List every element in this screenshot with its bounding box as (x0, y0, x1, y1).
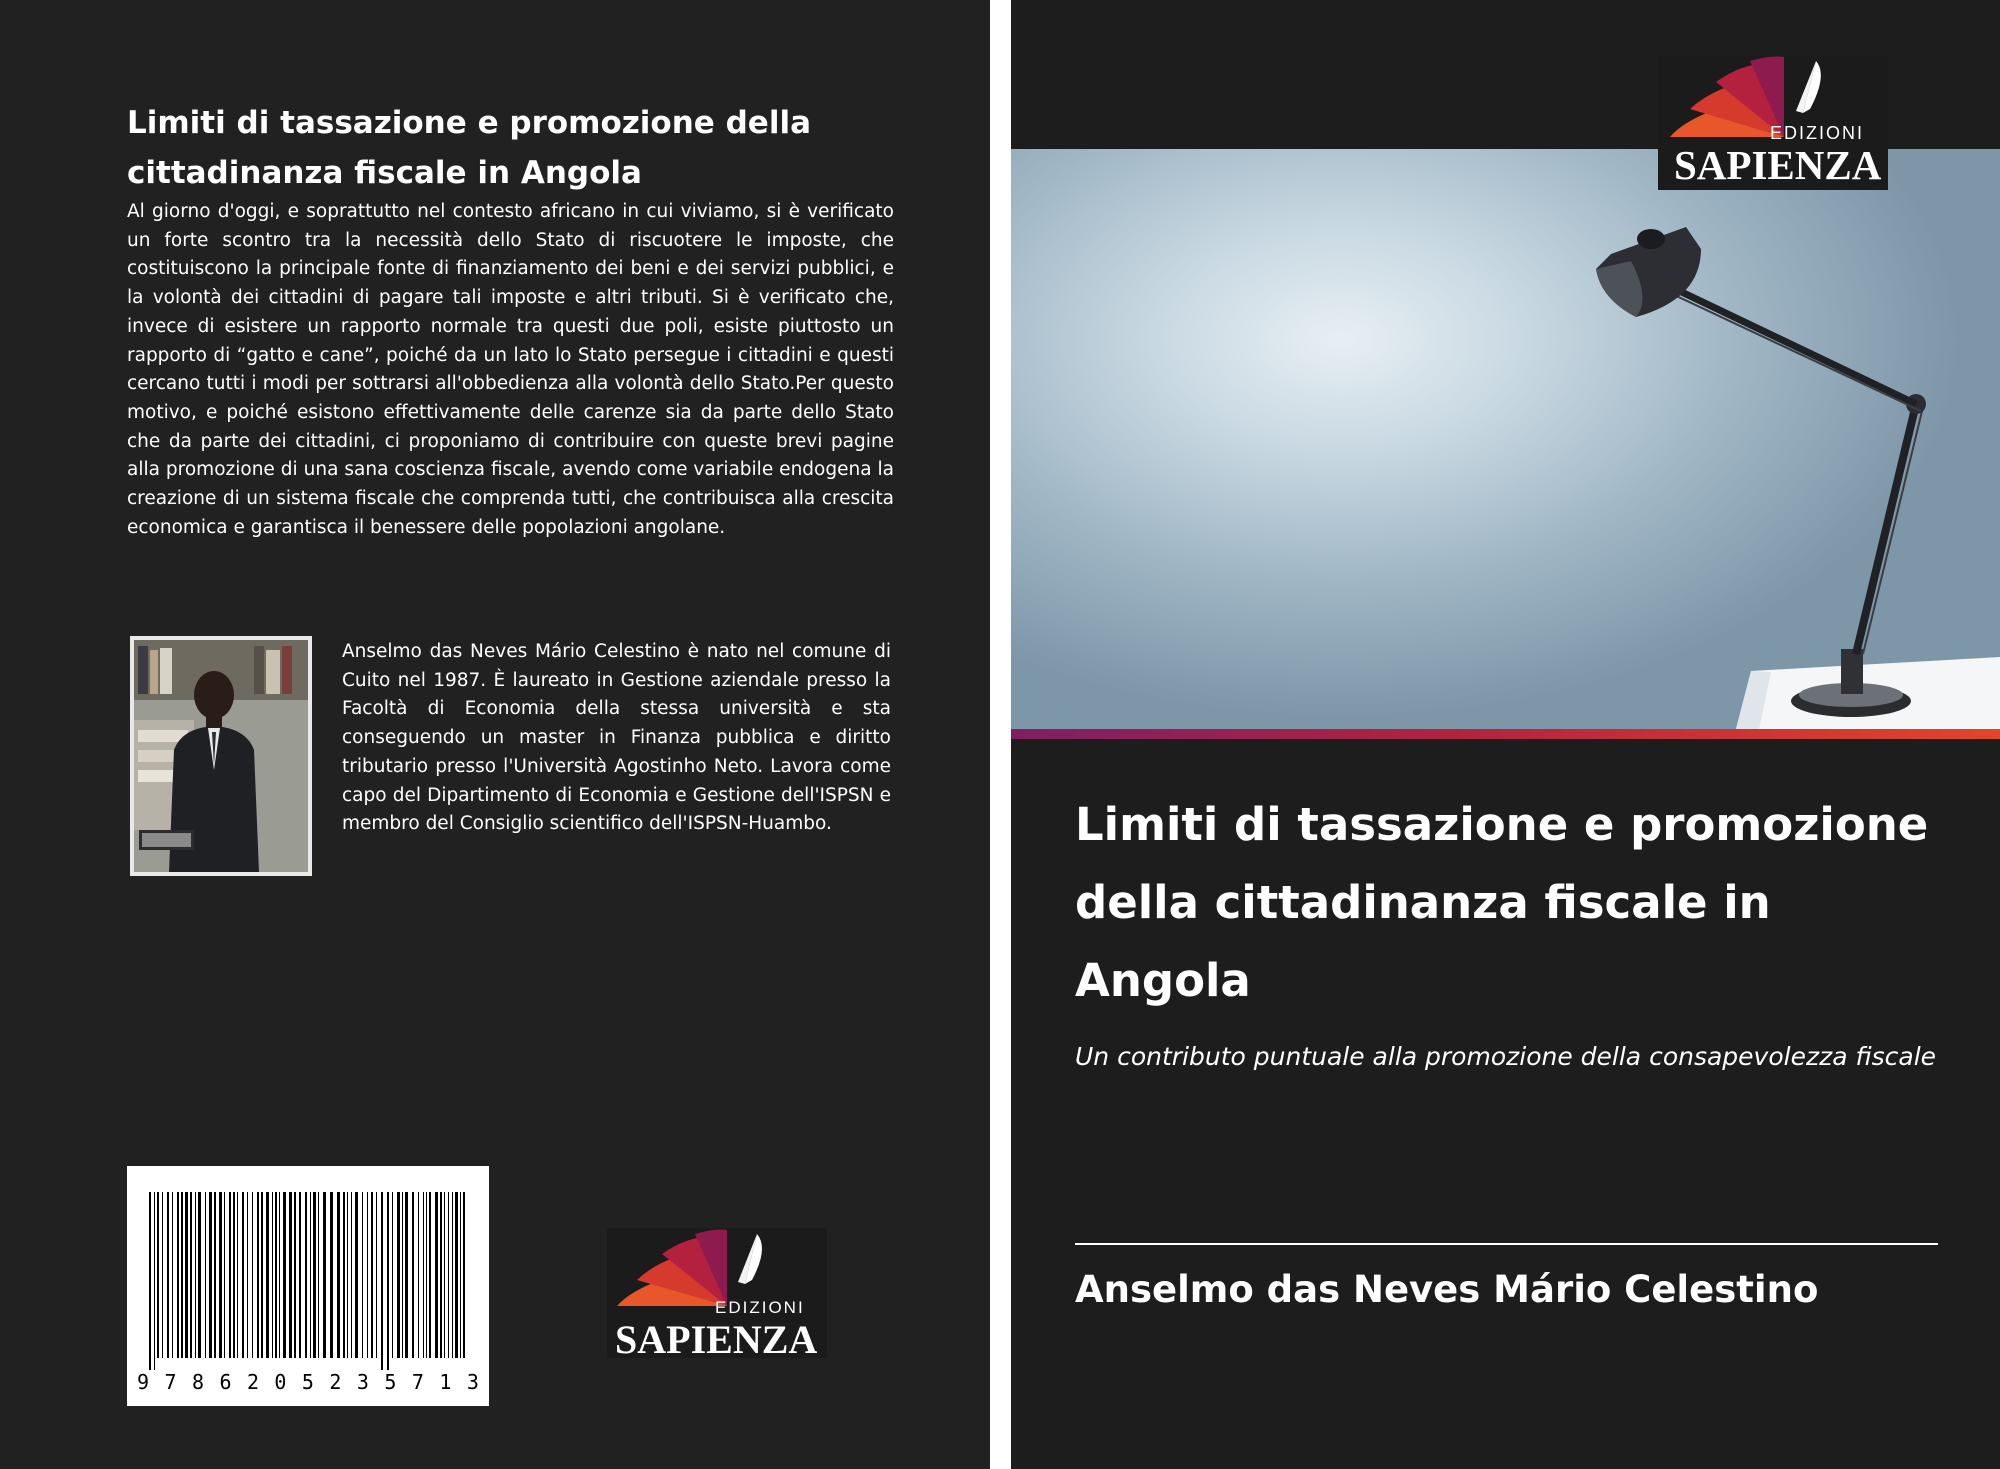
barcode-bar (318, 1192, 319, 1358)
front-logo-sapienza: SAPIENZA (1674, 142, 1882, 188)
barcode-bar (190, 1192, 192, 1358)
back-cover-blurb: Al giorno d'oggi, e soprattutto nel contesto africano in cui viviamo, si è verificato un forte scontro tra la necessità dello Stato di riscuotere le imposte, che costituiscono la principale fonte di finanziamento dei beni e dei servizi pubblici, e la volontà dei cittadini di pagare tali imposte e altri tributi. Si è verificato che, invece di esistere un rapporto normale tra questi due poli, esiste piuttosto un rapporto di “gatto e cane”, poiché da un lato lo Stato persegue i cittadini e questi cercano tutti i modi per sottrarsi all'obbedienza alla volontà dello Stato.Per questo motivo, e poiché esistono effettivamente delle carenze sia da parte dello Stato che da parte dei cittadini, ci proponiamo di contribuire con queste brevi pagine alla promozione di una sana coscienza fiscale, avendo come variabile endogena la creazione di un sistema fiscale che comprenda tutti, che contribuisca alla crescita economica e garantisca il benessere delle popolazioni angolane. (127, 201, 894, 538)
barcode-bar (418, 1192, 419, 1358)
barcode-bar (405, 1192, 408, 1358)
barcode-bar (452, 1192, 453, 1358)
front-publisher-logo (1658, 55, 1888, 190)
barcode-bar (275, 1192, 277, 1358)
barcode-bar (214, 1192, 216, 1358)
barcode-digit: 3 (466, 1370, 479, 1394)
barcode-bar (261, 1192, 263, 1358)
title-divider (1075, 1243, 1938, 1245)
barcode-bar (219, 1192, 222, 1358)
front-cover-author: Anselmo das Neves Mário Celestino (1075, 1268, 1819, 1311)
front-cover-title: Limiti di tassazione e promozione della cittadinanza fiscale in Angola (1075, 798, 1929, 1007)
barcode-bar (355, 1192, 358, 1358)
barcode-bar (229, 1192, 231, 1358)
barcode-bar (181, 1192, 183, 1358)
barcode-bar (157, 1192, 159, 1358)
isbn-barcode (127, 1166, 489, 1406)
barcode-bar (426, 1192, 427, 1358)
cover-photo (1011, 149, 2000, 729)
barcode-bar (435, 1192, 438, 1358)
barcode-bar (397, 1192, 400, 1358)
barcode-bar (337, 1192, 340, 1358)
barcode-bar (444, 1192, 445, 1358)
barcode-bar (195, 1192, 196, 1358)
barcode-bar (392, 1192, 393, 1358)
barcode-bar (167, 1192, 169, 1358)
barcode-bar (257, 1192, 259, 1358)
barcode-digit: 7 (411, 1370, 424, 1394)
barcode-bar (185, 1192, 188, 1358)
back-logo-edizioni: EDIZIONI (715, 1298, 805, 1317)
barcode-bar (162, 1192, 163, 1358)
barcode-digit: 2 (329, 1370, 342, 1394)
barcode-bar (347, 1192, 348, 1358)
barcode-bar (252, 1192, 253, 1358)
barcode-bar (455, 1192, 458, 1358)
back-publisher-logo (607, 1228, 827, 1362)
barcode-bar (224, 1192, 225, 1358)
barcode-bar (172, 1192, 173, 1358)
barcode-bar (310, 1192, 311, 1358)
barcode-bar (371, 1192, 373, 1358)
barcode-bar (412, 1192, 414, 1358)
barcode-bar (149, 1192, 151, 1370)
barcode-bar (177, 1192, 179, 1358)
back-cover-title: Limiti di tassazione e promozione della cittadinanza fiscale in Angola (127, 105, 811, 191)
barcode-digit: 2 (246, 1370, 259, 1394)
barcode-bar (440, 1192, 442, 1358)
barcode-bar (266, 1192, 269, 1358)
desk-lamp-illustration (1011, 149, 2000, 729)
barcode-bar (247, 1192, 248, 1358)
barcode-bar (233, 1192, 235, 1358)
barcode-digit: 8 (191, 1370, 205, 1394)
barcode-bar (381, 1192, 383, 1370)
barcode-bar (154, 1192, 155, 1370)
barcode-bar (343, 1192, 345, 1358)
barcode-bar (323, 1192, 326, 1358)
barcode-bar (305, 1192, 307, 1358)
author-photo (130, 636, 312, 876)
barcode-bar (289, 1192, 292, 1358)
barcode-bar (463, 1192, 465, 1358)
barcode-digit: 3 (356, 1370, 369, 1394)
barcode-digit: 6 (219, 1370, 232, 1394)
barcode-bar (205, 1192, 206, 1358)
barcode-bar (209, 1192, 212, 1358)
barcode-bar (272, 1192, 273, 1358)
author-bio: Anselmo das Neves Mário Celestino è nato nel comune di Cuito nel 1987. È laureato in Gestione aziendale presso la Facoltà di Economia della stessa università e sta conseguendo un master in Finanza pubblica e diritto tributario presso l'Università Agostinho Neto. Lavora come capo del Dipartimento di Economia e Gestione dell'ISPSN e membro del Consiglio scientifico dell'ISPSN-Huambo. (342, 641, 891, 835)
barcode-bar (279, 1192, 280, 1358)
barcode-bar (448, 1192, 449, 1358)
barcode-digit: 0 (274, 1370, 287, 1394)
barcode-bar (237, 1192, 238, 1358)
barcode-bar (402, 1192, 403, 1358)
back-logo-sapienza: SAPIENZA (615, 1317, 818, 1362)
barcode-bar (299, 1192, 301, 1358)
barcode-bar (242, 1192, 244, 1358)
barcode-bar (429, 1192, 431, 1358)
barcode-bar (367, 1192, 368, 1358)
barcode-digit: 5 (384, 1370, 397, 1394)
barcode-digit: 9 (137, 1370, 150, 1394)
front-logo-edizioni: EDIZIONI (1770, 123, 1865, 143)
barcode-bar (294, 1192, 296, 1358)
barcode-bar (460, 1192, 461, 1358)
barcode-bar (423, 1192, 424, 1358)
barcode-bar (362, 1192, 363, 1358)
barcode-bar (351, 1192, 352, 1358)
barcode-bar (376, 1192, 377, 1358)
barcode-bar (387, 1192, 389, 1370)
barcode-digits (137, 1370, 479, 1394)
author-portrait-illustration (134, 640, 308, 872)
barcode-digit: 5 (301, 1370, 314, 1394)
barcode-bar (283, 1192, 286, 1358)
barcode-digit: 7 (164, 1370, 177, 1394)
barcode-bar (198, 1192, 201, 1358)
barcode-bar (313, 1192, 316, 1358)
front-cover-subtitle: Un contributo puntuale alla promozione della consapevolezza fiscale (1075, 1042, 1937, 1071)
barcode-digit: 1 (439, 1370, 452, 1394)
accent-stripe (1011, 729, 2000, 739)
barcode-bar (330, 1192, 333, 1358)
